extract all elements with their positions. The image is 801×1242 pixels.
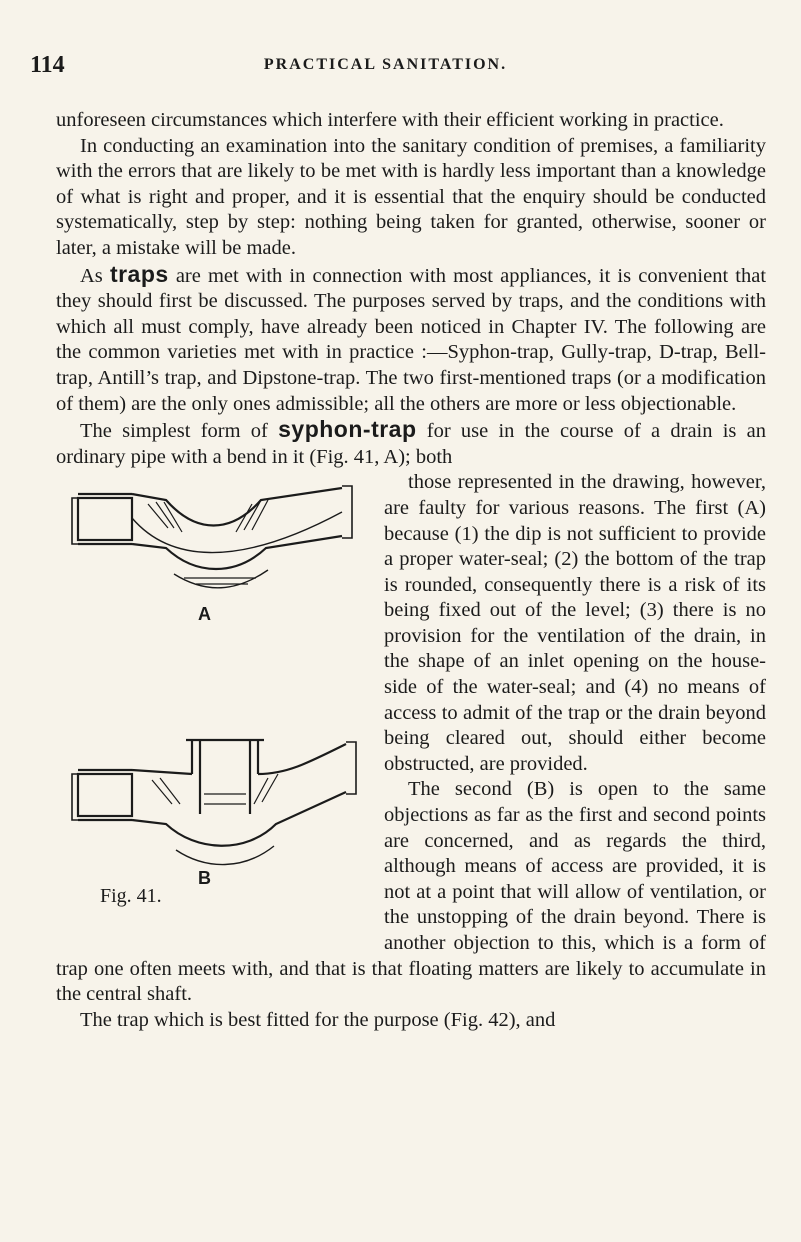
paragraph-4-rest-b: those represented in the drawing, however, are faulty for various reasons. The first (A) because (1) the dip is not sufficient to provide a proper water-seal; (2) the bottom of the trap is rounded, consequently there is a risk of its being fixed out of the level; (3) there is no provision for the ventilation of the drain, in the shape of an inlet opening on the house-side of the water-seal; and (4) no means of access to admit of the trap or the drain beyond being cleared out, should either become obstructed, are provided.	[384, 471, 766, 775]
paragraph-4-lead: The simplest form of	[80, 420, 268, 443]
figure-41	[56, 474, 376, 954]
trap-a-drawing	[72, 486, 352, 588]
body-text	[56, 108, 766, 1033]
syphon-trap-drawings	[56, 474, 376, 954]
page-header	[30, 52, 741, 82]
trap-b-drawing	[72, 740, 356, 865]
term-syphon-trap: syphon-trap	[278, 416, 417, 443]
figure-label-b: B	[198, 868, 211, 889]
paragraph-3-lead: As	[80, 264, 103, 287]
term-traps: traps	[109, 260, 169, 287]
running-title: PRACTICAL SANITATION.	[263, 56, 508, 73]
paragraph-3-rest: are met with in connection with most appliances, it is convenient that they should first be discussed. The purposes served by traps, and the conditions with which all must comply, have already been noticed in Chapter IV. The following are the common varieties met with in practice :—Syphon-trap, Gully-trap, D-trap, Bell-trap, Antill’s trap, and Dipstone-trap. The two first-mentioned traps (or a modification of them) are the only ones admissible; all the others are more or less objectionable.	[56, 264, 767, 415]
paragraph-1: unforeseen circumstances which interfere with their efficient working in practice.	[56, 109, 724, 131]
paragraph-6: The trap which is best fitted for the purpose (Fig. 42), and	[80, 1008, 556, 1031]
figure-caption: Fig. 41.	[100, 885, 162, 908]
page-number: 114	[30, 52, 65, 78]
paragraph-2: In conducting an examination into the sanitary condition of premises, a familiarity with the errors that are likely to be met with is hardly less important than a knowledge of what is right and proper, and it is essential that the enquiry should be conducted systematically, step by step: nothing being taken for granted, otherwise, sooner or later, a mistake will be made.	[56, 134, 766, 259]
figure-label-a: A	[198, 604, 211, 625]
paragraph-5: The second (B) is open to the same objections as far as the first and second points are concerned, and as regards the third, although means of access are provided, it is not at a point that will allow of ventilation, or the unstopping of the drain beyond. There is another objection to this, which is a form of trap one often meets with, and that is that floating matters are likely to accumulate in the central shaft.	[56, 778, 766, 1006]
paragraph-3	[56, 262, 766, 418]
paragraph-4-rest-a: for use in the course of a drain is an ordinary pipe with a bend in it (Fig. 41, A); both	[56, 420, 767, 468]
